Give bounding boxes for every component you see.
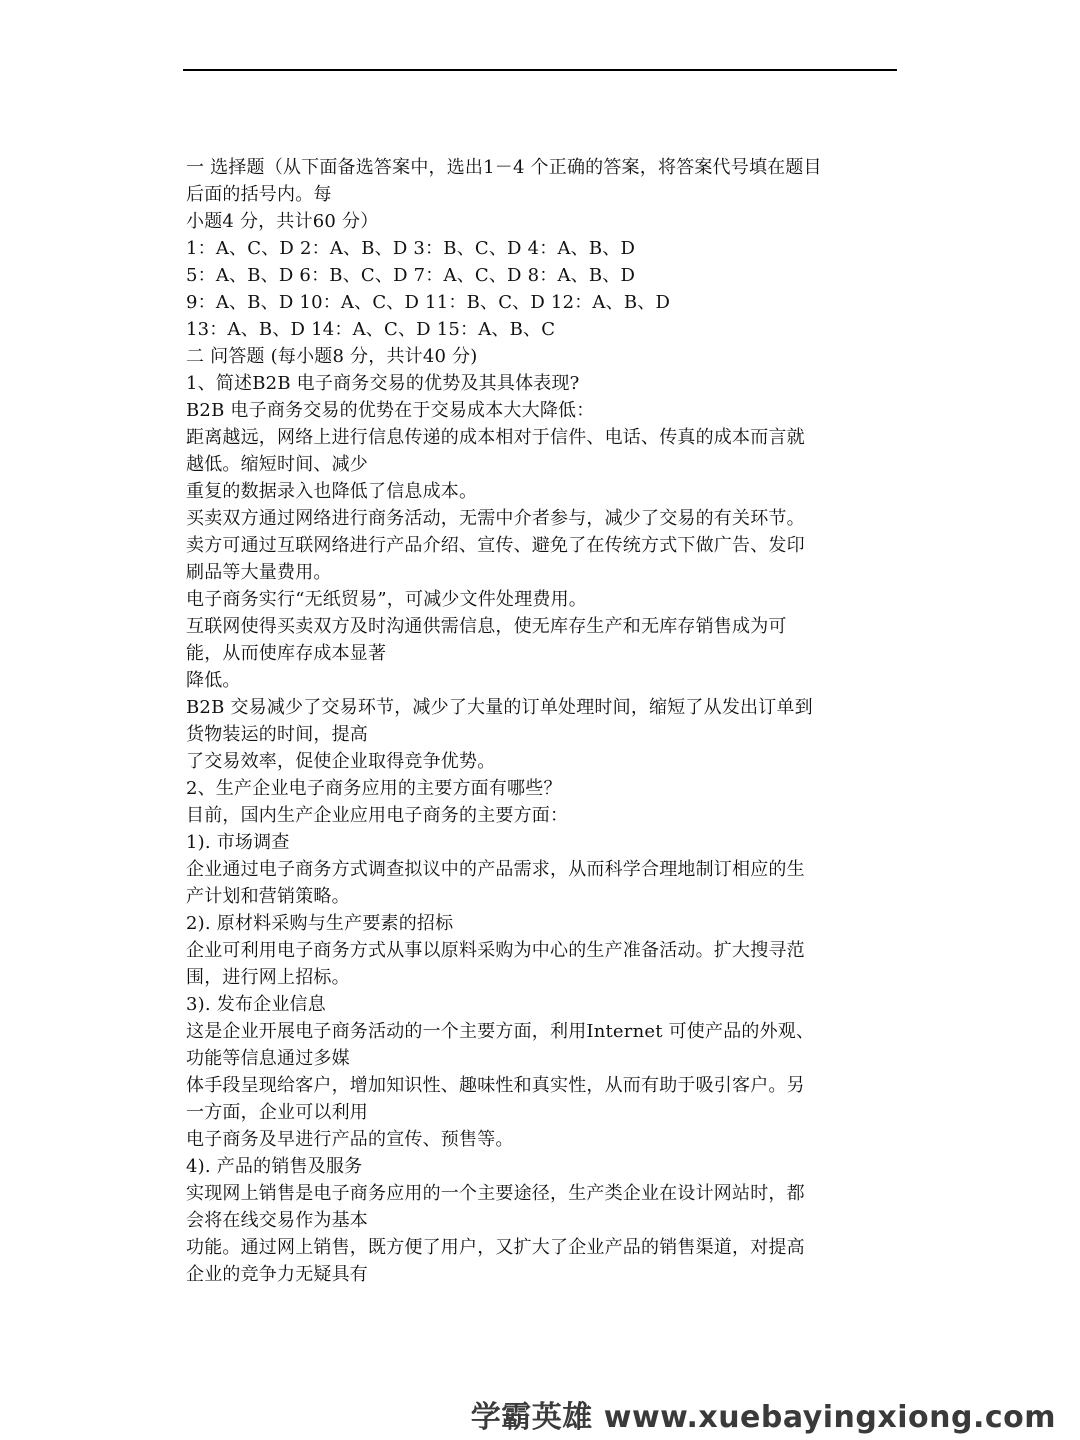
subsection-heading: 2). 原材料采购与生产要素的招标 xyxy=(186,913,454,934)
text-line: 企业的竞争力无疑具有 xyxy=(186,1264,368,1285)
question-heading: 1、简述B2B 电子商务交易的优势及其具体表现? xyxy=(186,373,580,394)
text-line: 卖方可通过互联网络进行产品介绍、宣传、避免了在传统方式下做广告、发印 xyxy=(186,535,805,556)
answer-line: 1：A、C、D 2：A、B、D 3：B、C、D 4：A、B、D xyxy=(186,238,636,259)
text-line: 一方面，企业可以利用 xyxy=(186,1102,368,1123)
text-line: 了交易效率，促使企业取得竞争优势。 xyxy=(186,751,496,772)
text-line: 体手段呈现给客户，增加知识性、趣味性和真实性，从而有助于吸引客户。另 xyxy=(186,1075,805,1096)
text-line: 能，从而使库存成本显著 xyxy=(186,643,387,664)
text-line: 后面的括号内。每 xyxy=(186,184,332,205)
subsection-heading: 4). 产品的销售及服务 xyxy=(186,1156,363,1177)
text-line: 功能等信息通过多媒 xyxy=(186,1048,350,1069)
text-line: 距离越远，网络上进行信息传递的成本相对于信件、电话、传真的成本而言就 xyxy=(186,427,805,448)
subsection-heading: 3). 发布企业信息 xyxy=(186,994,326,1015)
text-line: 会将在线交易作为基本 xyxy=(186,1210,368,1231)
answer-line: 5：A、B、D 6：B、C、D 7：A、C、D 8：A、B、D xyxy=(186,265,636,286)
section-heading: 二 问答题 (每小题8 分，共计40 分) xyxy=(186,346,478,367)
text-line: 刷品等大量费用。 xyxy=(186,562,332,583)
subsection-heading: 1). 市场调查 xyxy=(186,832,290,853)
text-line: 重复的数据录入也降低了信息成本。 xyxy=(186,481,478,502)
text-line: 围，进行网上招标。 xyxy=(186,967,350,988)
answer-line: 13：A、B、D 14：A、C、D 15：A、B、C xyxy=(186,319,556,340)
text-line: 企业通过电子商务方式调查拟议中的产品需求，从而科学合理地制订相应的生 xyxy=(186,859,805,880)
text-line: 实现网上销售是电子商务应用的一个主要途径，生产类企业在设计网站时，都 xyxy=(186,1183,805,1204)
text-line: 货物装运的时间，提高 xyxy=(186,724,368,745)
watermark: 学霸英雄 www.xuebayingxiong.com xyxy=(470,1400,1056,1435)
text-line: B2B 交易减少了交易环节，减少了大量的订单处理时间，缩短了从发出订单到 xyxy=(186,697,813,718)
text-line: 产计划和营销策略。 xyxy=(186,886,350,907)
text-line: 功能。通过网上销售，既方便了用户，又扩大了企业产品的销售渠道，对提高 xyxy=(186,1237,805,1258)
text-line: 越低。缩短时间、减少 xyxy=(186,454,368,475)
text-line: 互联网使得买卖双方及时沟通供需信息，使无库存生产和无库存销售成为可 xyxy=(186,616,787,637)
text-line: 企业可利用电子商务方式从事以原料采购为中心的生产准备活动。扩大搜寻范 xyxy=(186,940,805,961)
text-line: B2B 电子商务交易的优势在于交易成本大大降低： xyxy=(186,400,595,421)
text-line: 这是企业开展电子商务活动的一个主要方面，利用Internet 可使产品的外观、 xyxy=(186,1021,815,1042)
text-line: 电子商务实行“无纸贸易”，可减少文件处理费用。 xyxy=(186,589,588,610)
text-line: 买卖双方通过网络进行商务活动，无需中介者参与，减少了交易的有关环节。 xyxy=(186,508,805,529)
document-body xyxy=(186,154,898,1288)
text-line: 电子商务及早进行产品的宣传、预售等。 xyxy=(186,1129,514,1150)
text-line: 小题4 分，共计60 分） xyxy=(186,211,379,232)
text-line: 目前，国内生产企业应用电子商务的主要方面： xyxy=(186,805,569,826)
answer-line: 9：A、B、D 10：A、C、D 11：B、C、D 12：A、B、D xyxy=(186,292,671,313)
top-rule xyxy=(183,69,897,71)
text-line: 一 选择题（从下面备选答案中，选出1－4 个正确的答案，将答案代号填在题目 xyxy=(186,157,822,178)
text-line: 降低。 xyxy=(186,670,241,691)
question-heading: 2、生产企业电子商务应用的主要方面有哪些？ xyxy=(186,778,562,799)
